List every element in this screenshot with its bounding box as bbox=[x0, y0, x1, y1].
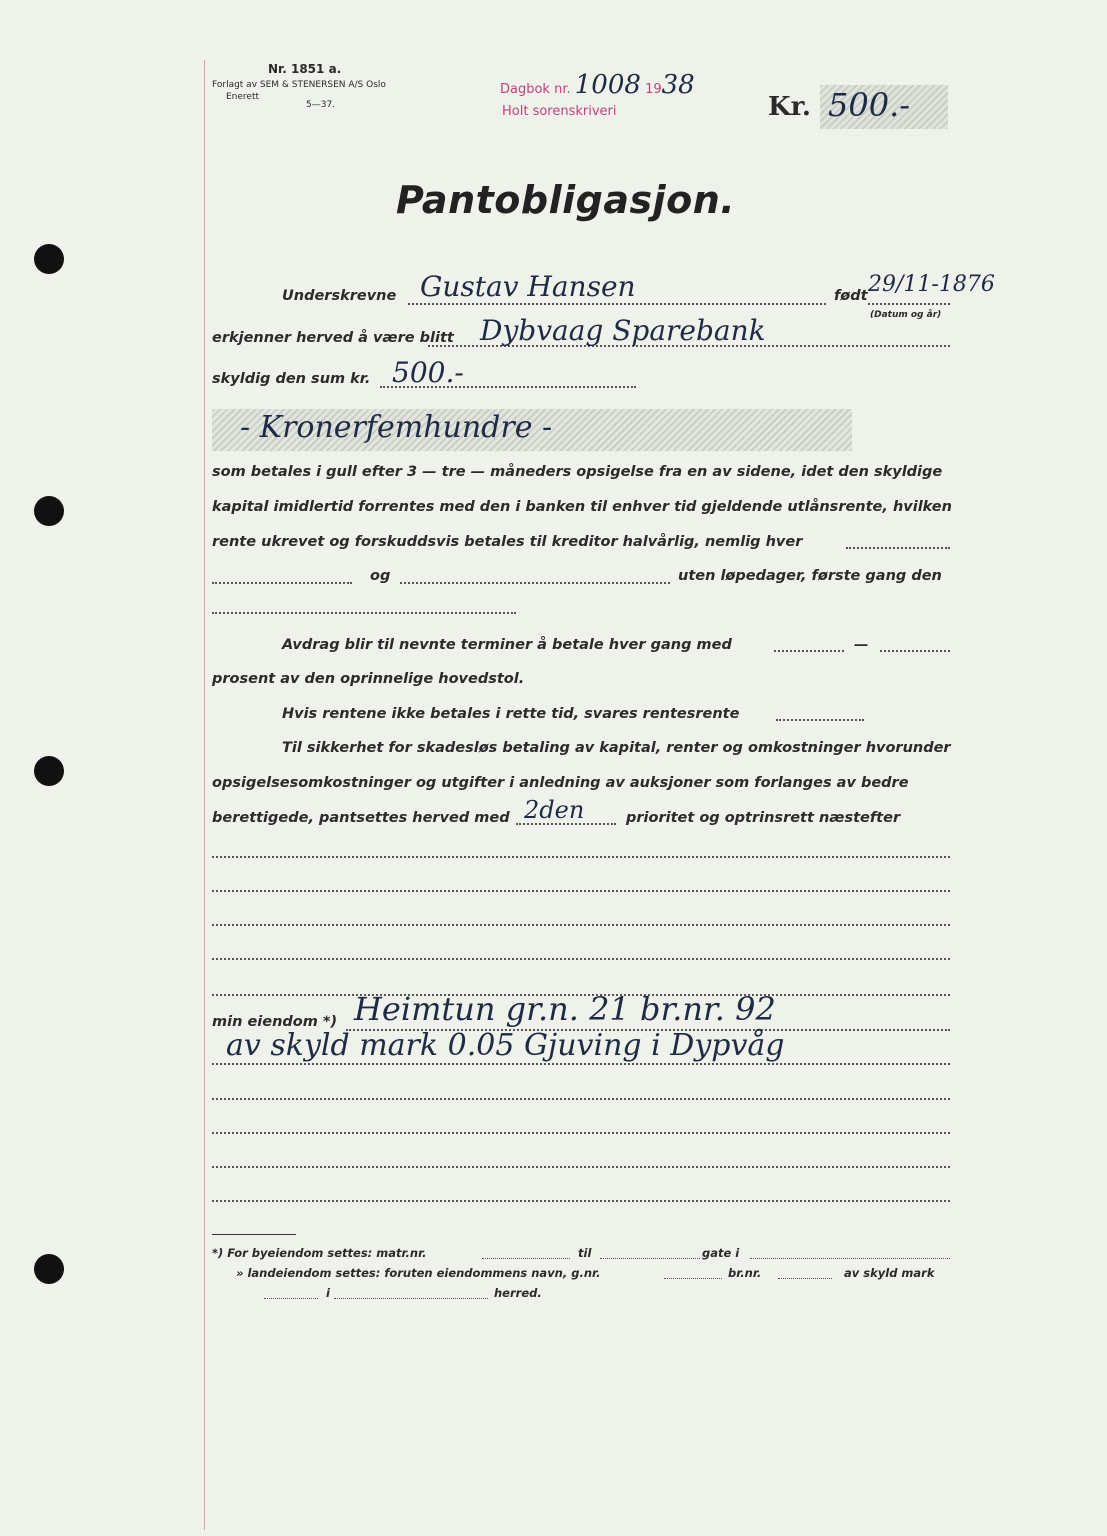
dash-text: — bbox=[854, 637, 869, 653]
property-label: min eiendom *) bbox=[212, 1014, 338, 1030]
blank-line bbox=[212, 1166, 950, 1168]
paragraph-line: som betales i gull efter 3 — tre — måneders opsigelse fra en av sidene, idet den skyldige bbox=[212, 464, 943, 480]
blank-line bbox=[212, 1098, 950, 1100]
paragraph-line: berettigede, pantsettes herved med bbox=[212, 810, 510, 826]
margin-line bbox=[204, 60, 205, 1530]
year-suffix: 38 bbox=[661, 70, 695, 100]
og-text: og bbox=[370, 568, 391, 584]
paragraph-line: kapital imidlertid forrentes med den i banken til enhver tid gjeldende utlånsrente, hvilken bbox=[212, 499, 952, 515]
undersigned-label: Underskrevne bbox=[282, 288, 397, 304]
punch-hole bbox=[34, 1254, 64, 1284]
blank-line bbox=[212, 1132, 950, 1134]
dagbok-stamp bbox=[500, 70, 695, 100]
born-label: født bbox=[834, 288, 868, 304]
punch-hole bbox=[34, 496, 64, 526]
footnote-line bbox=[778, 1278, 832, 1279]
publisher-date: 5—37. bbox=[306, 100, 336, 110]
creditor-value: Dybvaag Sparebank bbox=[480, 314, 766, 347]
sum-label: skyldig den sum kr. bbox=[212, 371, 371, 387]
fill-line bbox=[880, 650, 950, 652]
fill-line bbox=[212, 612, 516, 614]
creditor-label: erkjenner herved å være blitt bbox=[212, 330, 454, 346]
sum-words-value: - Kronerfemhundre - bbox=[240, 410, 553, 445]
document-title: Pantobligasjon. bbox=[396, 178, 736, 222]
blank-line bbox=[212, 856, 950, 858]
footnote-line bbox=[482, 1258, 570, 1259]
kr-amount-value: 500.- bbox=[828, 86, 911, 124]
paragraph-line: prosent av den oprinnelige hovedstol. bbox=[212, 671, 525, 687]
property-line2: av skyld mark 0.05 Gjuving i Dypvåg bbox=[226, 1028, 785, 1063]
dagbok-number: 1008 bbox=[574, 70, 641, 100]
fill-line bbox=[400, 582, 670, 584]
paragraph-line: prioritet og optrinsrett næstefter bbox=[626, 810, 901, 826]
fill-line bbox=[774, 650, 844, 652]
office-stamp: Holt sorenskriveri bbox=[502, 104, 617, 119]
blank-line bbox=[212, 924, 950, 926]
undersigned-line bbox=[408, 303, 826, 305]
paragraph-line: Avdrag blir til nevnte terminer å betale hver gang med bbox=[282, 637, 732, 653]
punch-hole bbox=[34, 756, 64, 786]
publisher-line: Forlagt av SEM & STENERSEN A/S Oslo bbox=[212, 80, 386, 90]
footnote-text: til bbox=[578, 1246, 592, 1260]
born-hint: (Datum og år) bbox=[870, 310, 942, 320]
blank-line bbox=[212, 958, 950, 960]
footnote-text: herred. bbox=[494, 1286, 542, 1300]
property-line bbox=[212, 1063, 950, 1065]
paragraph-line: rente ukrevet og forskuddsvis betales til kreditor halvårlig, nemlig hver bbox=[212, 534, 803, 550]
form-number: Nr. 1851 a. bbox=[268, 62, 342, 76]
footnote-text: i bbox=[326, 1286, 330, 1300]
footnote-line bbox=[750, 1258, 950, 1259]
born-value: 29/11-1876 bbox=[868, 272, 995, 297]
blank-line bbox=[212, 1200, 950, 1202]
blank-line bbox=[212, 890, 950, 892]
footnote-line bbox=[664, 1278, 722, 1279]
footnote-line bbox=[600, 1258, 700, 1259]
paragraph-line: Hvis rentene ikke betales i rette tid, svares rentesrente bbox=[282, 706, 740, 722]
fill-line bbox=[846, 547, 950, 549]
born-line bbox=[868, 303, 950, 305]
sum-value: 500.- bbox=[392, 356, 464, 389]
footnote-text: *) For byeiendom settes: matr.nr. bbox=[212, 1246, 427, 1260]
fill-line bbox=[776, 719, 864, 721]
footnote-text: » landeiendom settes: foruten eiendommens navn, g.nr. bbox=[236, 1266, 601, 1280]
footnote-rule bbox=[212, 1234, 296, 1235]
footnote-line bbox=[264, 1298, 318, 1299]
year-prefix: 19 bbox=[645, 82, 662, 97]
property-line1: Heimtun gr.n. 21 br.nr. 92 bbox=[354, 990, 776, 1028]
footnote-line bbox=[334, 1298, 488, 1299]
footnote-text: gate i bbox=[702, 1246, 740, 1260]
kr-label: Kr. bbox=[768, 92, 811, 122]
paragraph-line: Til sikkerhet for skadesløs betaling av kapital, renter og omkostninger hvorunder bbox=[282, 740, 951, 756]
punch-hole bbox=[34, 244, 64, 274]
footnote-text: br.nr. bbox=[728, 1266, 762, 1280]
footnote-text: av skyld mark bbox=[844, 1266, 935, 1280]
undersigned-value: Gustav Hansen bbox=[420, 270, 636, 303]
paragraph-line: uten løpedager, første gang den bbox=[678, 568, 942, 584]
paragraph-line: opsigelsesomkostninger og utgifter i anledning av auksjoner som forlanges av bedre bbox=[212, 775, 909, 791]
dagbok-label: Dagbok nr. bbox=[500, 82, 571, 97]
publisher-rights: Enerett bbox=[226, 92, 260, 102]
priority-value: 2den bbox=[524, 796, 585, 824]
fill-line bbox=[212, 582, 352, 584]
